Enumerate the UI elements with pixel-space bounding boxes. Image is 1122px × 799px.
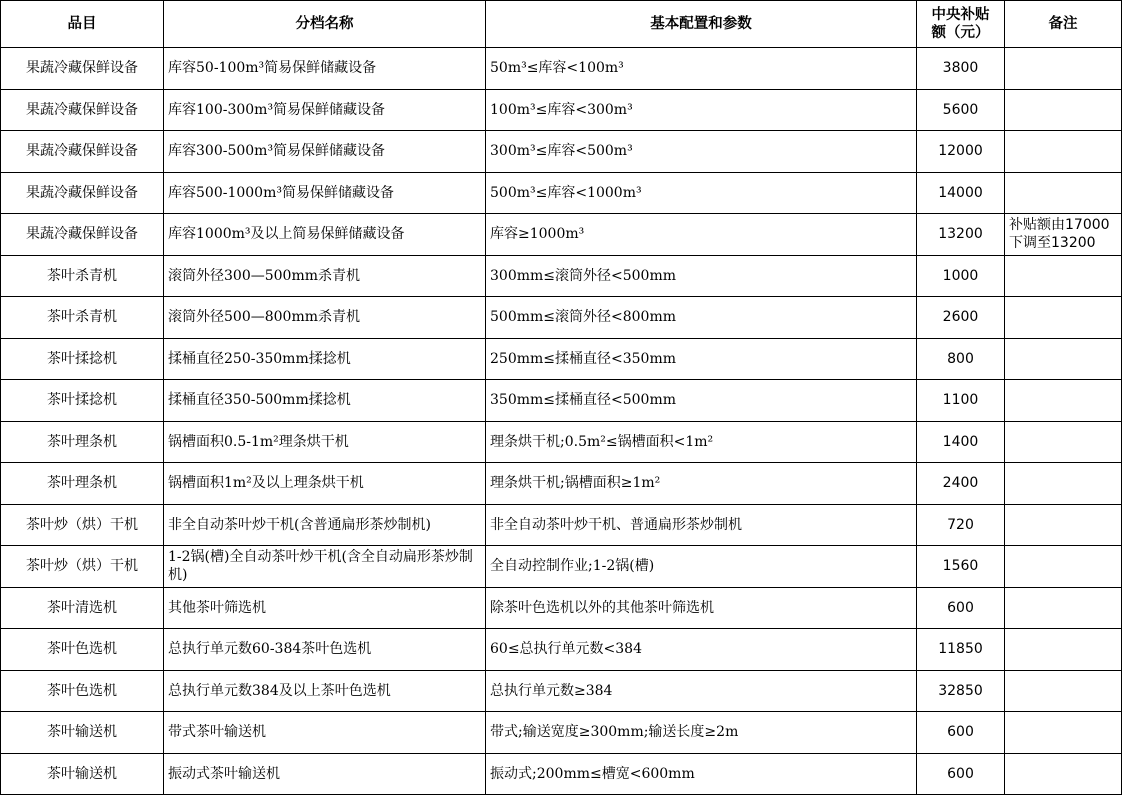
cell-subsidy: 1100 [917, 380, 1005, 422]
table-row [1, 48, 1122, 90]
cell-category: 茶叶炒（烘）干机 [1, 546, 164, 588]
header-subsidy [917, 1, 1005, 48]
cell-note [1005, 504, 1122, 546]
cell-note [1005, 546, 1122, 588]
cell-tier-name: 库容500-1000m³简易保鲜储藏设备 [164, 172, 486, 214]
table-row [1, 172, 1122, 214]
table-row [1, 753, 1122, 795]
cell-note: 补贴额由17000下调至13200 [1005, 214, 1122, 256]
cell-category: 茶叶色选机 [1, 670, 164, 712]
cell-note [1005, 297, 1122, 339]
cell-subsidy: 2400 [917, 463, 1005, 505]
table-row [1, 131, 1122, 173]
cell-subsidy: 2600 [917, 297, 1005, 339]
header-tier-name: 分档名称 [164, 1, 486, 48]
cell-note [1005, 255, 1122, 297]
header-config: 基本配置和参数 [486, 1, 917, 48]
cell-note [1005, 380, 1122, 422]
cell-note [1005, 48, 1122, 90]
table-row [1, 712, 1122, 754]
cell-config: 理条烘干机;锅槽面积≥1m² [486, 463, 917, 505]
cell-subsidy: 600 [917, 753, 1005, 795]
cell-category: 茶叶揉捻机 [1, 380, 164, 422]
cell-note [1005, 753, 1122, 795]
cell-subsidy: 32850 [917, 670, 1005, 712]
table-row [1, 670, 1122, 712]
cell-tier-name: 揉桶直径250-350mm揉捻机 [164, 338, 486, 380]
cell-config: 300mm≤滚筒外径<500mm [486, 255, 917, 297]
cell-category: 茶叶输送机 [1, 712, 164, 754]
cell-subsidy: 1560 [917, 546, 1005, 588]
header-subsidy-line2: 额（元） [931, 25, 990, 41]
cell-tier-name: 1-2锅(槽)全自动茶叶炒干机(含全自动扁形茶炒制机) [164, 546, 486, 588]
table-row [1, 421, 1122, 463]
cell-subsidy: 13200 [917, 214, 1005, 256]
cell-subsidy: 14000 [917, 172, 1005, 214]
cell-config: 振动式;200mm≤槽宽<600mm [486, 753, 917, 795]
cell-tier-name: 滚筒外径300—500mm杀青机 [164, 255, 486, 297]
cell-subsidy: 3800 [917, 48, 1005, 90]
cell-category: 茶叶杀青机 [1, 297, 164, 339]
cell-config: 500mm≤滚筒外径<800mm [486, 297, 917, 339]
table-row [1, 380, 1122, 422]
cell-config: 全自动控制作业;1-2锅(槽) [486, 546, 917, 588]
cell-category: 茶叶色选机 [1, 629, 164, 671]
table-row [1, 255, 1122, 297]
cell-note [1005, 587, 1122, 629]
cell-config: 总执行单元数≥384 [486, 670, 917, 712]
table-row [1, 546, 1122, 588]
cell-note [1005, 670, 1122, 712]
cell-category: 茶叶炒（烘）干机 [1, 504, 164, 546]
cell-subsidy: 1000 [917, 255, 1005, 297]
cell-note [1005, 712, 1122, 754]
cell-config: 理条烘干机;0.5m²≤锅槽面积<1m² [486, 421, 917, 463]
cell-config: 除茶叶色选机以外的其他茶叶筛选机 [486, 587, 917, 629]
cell-config: 60≤总执行单元数<384 [486, 629, 917, 671]
cell-category: 果蔬冷藏保鲜设备 [1, 48, 164, 90]
cell-subsidy: 11850 [917, 629, 1005, 671]
cell-subsidy: 5600 [917, 89, 1005, 131]
table-row [1, 463, 1122, 505]
cell-tier-name: 库容1000m³及以上简易保鲜储藏设备 [164, 214, 486, 256]
header-subsidy-line1: 中央补贴 [931, 7, 990, 23]
cell-category: 茶叶输送机 [1, 753, 164, 795]
table-row [1, 629, 1122, 671]
table-row [1, 504, 1122, 546]
cell-config: 非全自动茶叶炒干机、普通扁形茶炒制机 [486, 504, 917, 546]
table-row [1, 297, 1122, 339]
cell-config: 500m³≤库容<1000m³ [486, 172, 917, 214]
cell-note [1005, 172, 1122, 214]
cell-tier-name: 总执行单元数384及以上茶叶色选机 [164, 670, 486, 712]
cell-config: 350mm≤揉桶直径<500mm [486, 380, 917, 422]
cell-tier-name: 库容100-300m³简易保鲜储藏设备 [164, 89, 486, 131]
cell-config: 库容≥1000m³ [486, 214, 917, 256]
cell-category: 果蔬冷藏保鲜设备 [1, 214, 164, 256]
cell-category: 果蔬冷藏保鲜设备 [1, 131, 164, 173]
cell-tier-name: 锅槽面积1m²及以上理条烘干机 [164, 463, 486, 505]
cell-category: 果蔬冷藏保鲜设备 [1, 89, 164, 131]
cell-tier-name: 其他茶叶筛选机 [164, 587, 486, 629]
cell-tier-name: 库容50-100m³简易保鲜储藏设备 [164, 48, 486, 90]
header-row [1, 1, 1122, 48]
cell-note [1005, 131, 1122, 173]
table-row [1, 587, 1122, 629]
cell-note [1005, 338, 1122, 380]
cell-subsidy: 600 [917, 587, 1005, 629]
cell-config: 300m³≤库容<500m³ [486, 131, 917, 173]
cell-subsidy: 600 [917, 712, 1005, 754]
table-row [1, 338, 1122, 380]
cell-category: 茶叶杀青机 [1, 255, 164, 297]
cell-category: 茶叶理条机 [1, 463, 164, 505]
cell-tier-name: 非全自动茶叶炒干机(含普通扁形茶炒制机) [164, 504, 486, 546]
cell-subsidy: 1400 [917, 421, 1005, 463]
cell-tier-name: 锅槽面积0.5-1m²理条烘干机 [164, 421, 486, 463]
table-body [1, 48, 1122, 795]
cell-category: 茶叶理条机 [1, 421, 164, 463]
cell-category: 果蔬冷藏保鲜设备 [1, 172, 164, 214]
table-header [1, 1, 1122, 48]
cell-config: 250mm≤揉桶直径<350mm [486, 338, 917, 380]
cell-category: 茶叶揉捻机 [1, 338, 164, 380]
cell-tier-name: 库容300-500m³简易保鲜储藏设备 [164, 131, 486, 173]
cell-tier-name: 振动式茶叶输送机 [164, 753, 486, 795]
cell-note [1005, 463, 1122, 505]
header-note: 备注 [1005, 1, 1122, 48]
cell-subsidy: 720 [917, 504, 1005, 546]
cell-note [1005, 629, 1122, 671]
cell-note [1005, 89, 1122, 131]
cell-config: 50m³≤库容<100m³ [486, 48, 917, 90]
cell-subsidy: 800 [917, 338, 1005, 380]
cell-tier-name: 滚筒外径500—800mm杀青机 [164, 297, 486, 339]
cell-tier-name: 带式茶叶输送机 [164, 712, 486, 754]
cell-note [1005, 421, 1122, 463]
header-category: 品目 [1, 1, 164, 48]
table-row [1, 89, 1122, 131]
cell-subsidy: 12000 [917, 131, 1005, 173]
cell-category: 茶叶清选机 [1, 587, 164, 629]
table-row [1, 214, 1122, 256]
cell-config: 100m³≤库容<300m³ [486, 89, 917, 131]
cell-tier-name: 总执行单元数60-384茶叶色选机 [164, 629, 486, 671]
cell-tier-name: 揉桶直径350-500mm揉捻机 [164, 380, 486, 422]
cell-config: 带式;输送宽度≥300mm;输送长度≥2m [486, 712, 917, 754]
